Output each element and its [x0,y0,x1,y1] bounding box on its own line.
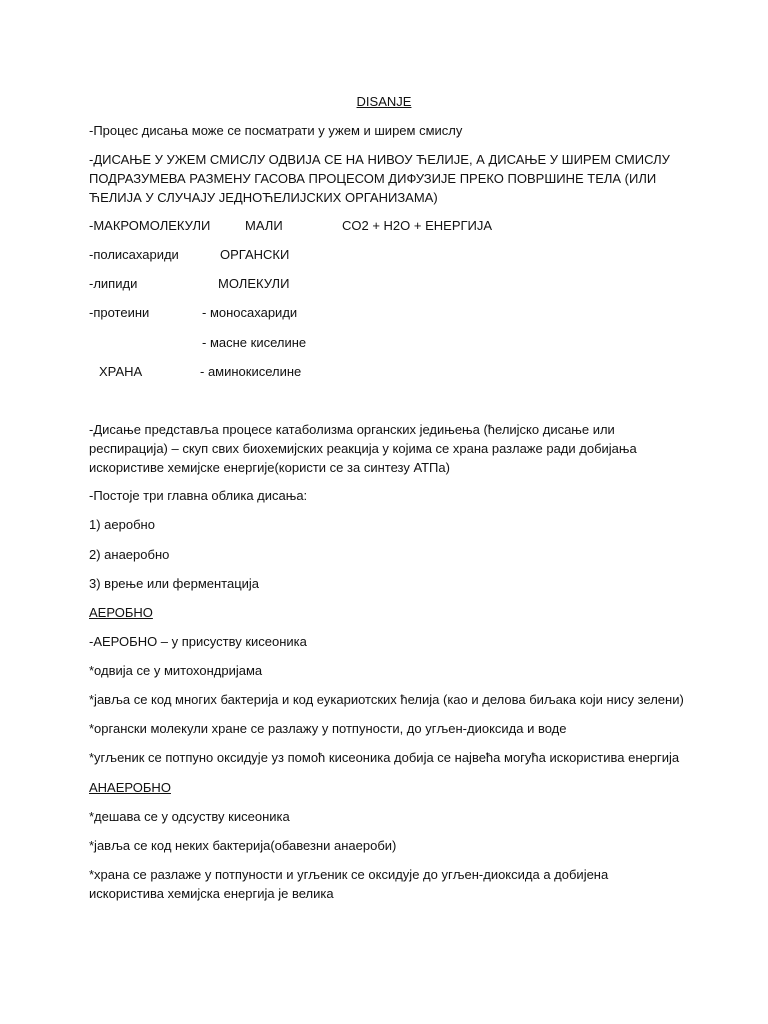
anaerobic-line: *јавља се код неких бактерија(обавезни анаероби) [89,838,397,853]
scheme-organic: ОРГАНСКИ [220,247,290,262]
scheme-small: МАЛИ [245,218,283,233]
scheme-products: CO2 + H2O + ЕНЕРГИЈА [342,218,493,233]
scheme-food: ХРАНА [99,364,143,379]
scheme-macromolecules: -МАКРОМОЛЕКУЛИ [89,218,211,233]
paragraph-intro: -Процес дисања може се посматрати у ужем и ширем смислу [89,123,463,138]
aerobic-line: *одвија се у митохондријама [89,663,263,678]
scheme-lipids: -липиди [89,276,138,291]
aerobic-line: *угљеник се потпуно оксидује уз помоћ кисеоника добија се највећа могућа искористива енергија [89,750,680,765]
aerobic-line: -АЕРОБНО – у присуству кисеоника [89,634,307,649]
scheme-monosaccharides: - моносахариди [202,305,298,320]
scheme-proteins: -протеини [89,305,150,320]
form-item-anaerobic: 2) анаеробно [89,547,170,562]
aerobic-line: *јавља се код многих бактерија и код еукариотских ћелија (као и делова биљака који нису зелени) [89,692,684,707]
document-title: DISANJE [356,94,412,109]
paragraph-forms-intro: -Постоје три главна облика дисања: [89,488,308,503]
scheme-fatty-acids: - масне киселине [202,335,307,350]
anaerobic-line: *дешава се у одсуству кисеоника [89,809,290,824]
heading-aerobic: АЕРОБНО [89,605,153,620]
scheme-molecules: МОЛЕКУЛИ [218,276,290,291]
scheme-amino-acids: - аминокиселине [200,364,302,379]
paragraph-catabolism: -Дисање представља процесе катаболизма органских једињења (ћелијско дисање или респирација) – скуп свих биохемијских реакција у којима се храна разлаже ради добијања искористиве хемијске енергије(користи се за синтезу АТПа) [89,422,637,475]
anaerobic-line: *храна се разлаже у потпуности и угљеник се оксидује до угљен-диоксида а добијена искористива хемијска енергија је велика [89,867,609,901]
aerobic-line: *органски молекули хране се разлажу у потпуности, до угљен-диоксида и воде [89,721,567,736]
scheme-polysaccharides: -полисахариди [89,247,179,262]
paragraph-definition: -ДИСАЊЕ У УЖЕМ СМИСЛУ ОДВИЈА СЕ НА НИВОУ ЋЕЛИЈЕ, А ДИСАЊЕ У ШИРЕМ СМИСЛУ ПОДРАЗУМЕВА РАЗМЕНУ ГАСОВА ПРОЦЕСОМ ДИФУЗИЈЕ ПРЕКО ПОВРШИНЕ ТЕЛА (ИЛИ ЋЕЛИЈА У СЛУЧАЈУ ЈЕДНОЋЕЛИЈСКИХ ОРГАНИЗАМА) [89,152,670,205]
heading-anaerobic: АНАЕРОБНО [89,780,171,795]
form-item-fermentation: 3) врење или ферментација [89,576,260,591]
form-item-aerobic: 1) аеробно [89,517,155,532]
